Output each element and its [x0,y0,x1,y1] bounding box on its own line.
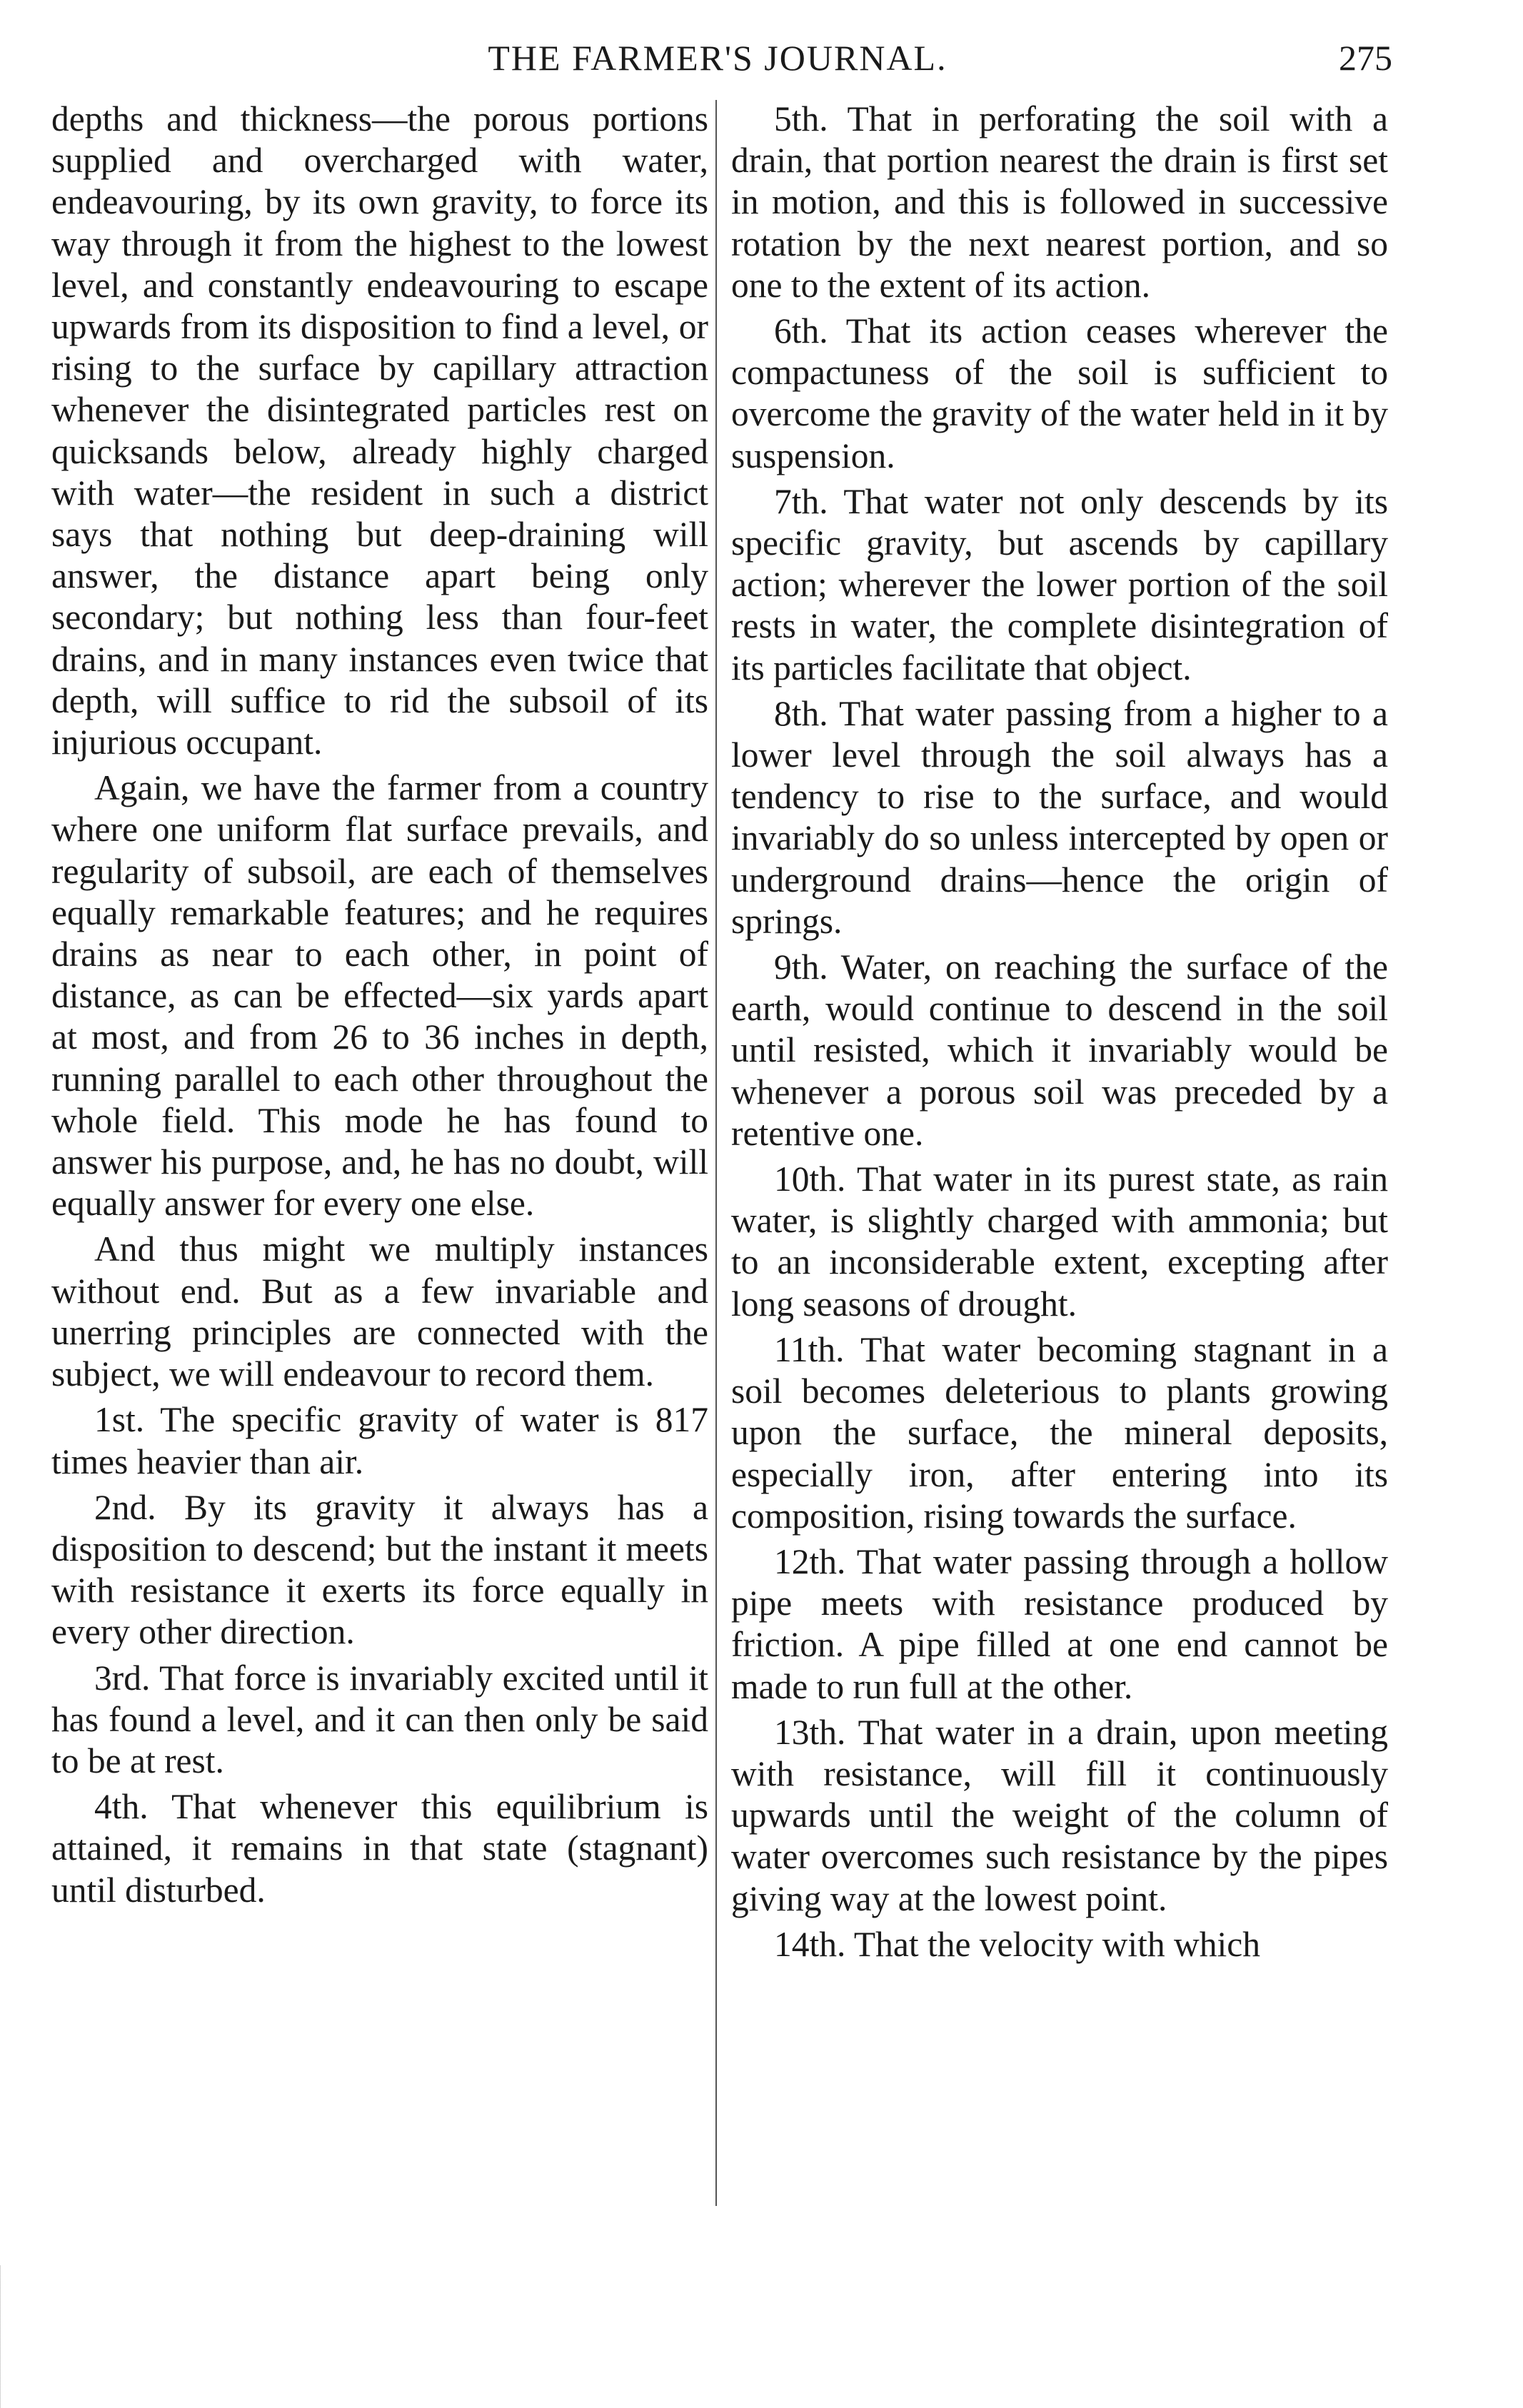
paragraph: 8th. That water passing from a higher to a lower level through the soil always has a tendency to rise to the surface, and would invariably do so unless intercepted by open or underground drains—hence the origin of springs. [731,693,1388,941]
paragraph: 12th. That water passing through a hollow pipe meets with resistance produced by friction. A pipe filled at one end cannot be made to run full at the other. [731,1541,1388,1706]
paragraph: Again, we have the farmer from a country where one uniform flat surface prevails, and regularity of subsoil, are each of themselves equally remarkable features; and he requires drains as near to each other, in point of distance, as can be effected—six yards apart at most, and from 26 to 36 inches in depth, running parallel to each other throughout the whole field. This mode he has found to answer his purpose, and, he has no doubt, will equally answer for every one else. [51,768,708,1224]
paragraph: 1st. The specific gravity of water is 817 times heavier than air. [51,1400,708,1481]
paragraph: 14th. That the velocity with which [774,1924,1260,1964]
paragraph: 13th. That water in a drain, upon meeting with resistance, will fill it continuously upwards until the weight of the column of water overcomes such resistance by the pipes giving way at the lowest point. [731,1712,1388,1918]
paragraph: And thus might we multiply instances without end. But as a few invariable and unerring principles are connected with the subject, we will endeavour to record them. [51,1229,708,1394]
right-column [731,99,1388,1970]
paragraph: 10th. That water in its purest state, as rain water, is slightly charged with ammonia; but to an inconsiderable extent, excepting after long seasons of drought. [731,1159,1388,1324]
left-column [51,99,708,1915]
paragraph: 3rd. That force is invariably excited until it has found a level, and it can then only be said to be at rest. [51,1658,708,1780]
paragraph: 11th. That water becoming stagnant in a soil becomes deleterious to plants growing upon the surface, the mineral deposits, especially iron, after entering into its composition, rising towards the surface. [731,1329,1388,1536]
paragraph: 6th. That its action ceases wherever the compactuness of the soil is sufficient to overcome the gravity of the water held in it by suspension. [731,311,1388,475]
paragraph: 9th. Water, on reaching the surface of the earth, would continue to descend in the soil until resisted, which it invariably would be whenever a porous soil was preceded by a retentive one. [731,947,1388,1153]
column-divider [715,100,717,2206]
page-edge-speckle [0,2265,29,2408]
page-number: 275 [1339,38,1392,78]
paragraph: 5th. That in perforating the soil with a drain, that portion nearest the drain is first set in motion, and this is followed in successive rotation by the next nearest portion, and so one to the extent of its action. [731,99,1388,305]
running-title: THE FARMER'S JOURNAL. [488,38,948,78]
paragraph: 7th. That water not only descends by its specific gravity, but ascends by capillary action; wherever the lower portion of the soil rests in water, the complete disintegration of its particles facilitate that object. [731,481,1388,687]
paragraph: 4th. That whenever this equilibrium is attained, it remains in that state (stagnant) until disturbed. [51,1787,708,1910]
page-header [43,33,1392,83]
paragraph: depths and thickness—the porous portions supplied and overcharged with water, endeavouring, by its own gravity, to force its way through it from the highest to the lowest level, and constantly endeavouring to escape upwards from its disposition to find a level, or rising to the surface by capillary attraction whenever the disintegrated particles rest on quicksands below, already highly charged with water—the resident in such a district says that nothing but deep-draining will answer, the distance apart being only secondary; but nothing less than four-feet drains, and in many instances even twice that depth, will suffice to rid the subsoil of its injurious occupant. [51,99,708,762]
paragraph: 2nd. By its gravity it always has a disposition to descend; but the instant it meets with resistance it exerts its force equally in every other direction. [51,1487,708,1652]
